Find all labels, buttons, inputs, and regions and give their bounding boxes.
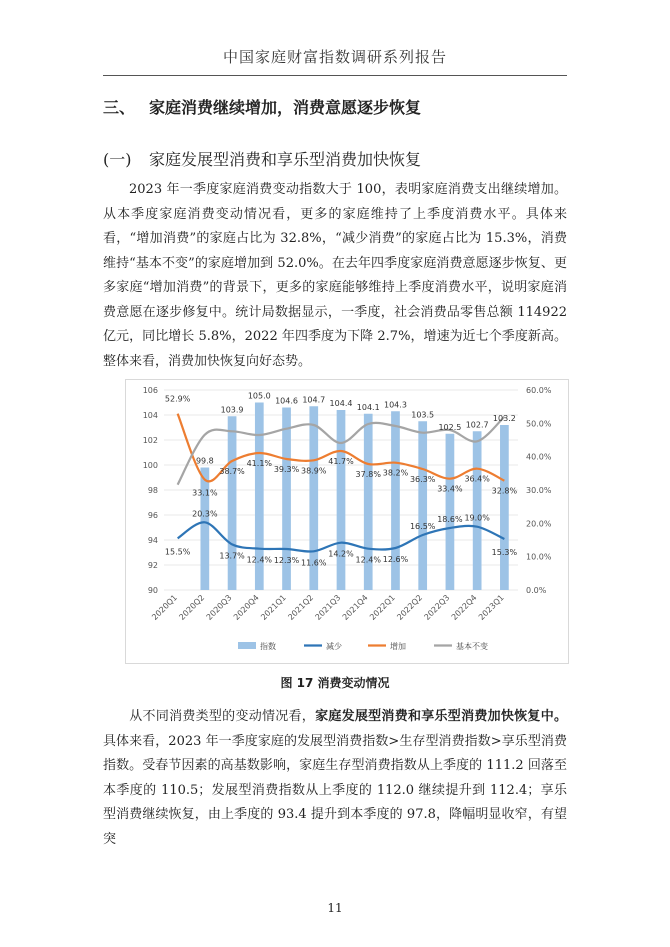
legend-label: 基本不变 [456,642,488,651]
paragraph-2-bold: 家庭发展型消费和享乐型消费加快恢复中。 [315,709,567,724]
bar-label: 105.0 [247,391,271,401]
right-axis-tick: 0.0% [526,586,547,595]
chart-svg [126,380,568,663]
category-label: 2020Q2 [177,593,207,622]
legend-label: 减少 [326,642,342,651]
decrease-label: 20.3% [192,509,218,519]
bar-label: 103.9 [220,405,244,415]
category-label: 2021Q3 [313,593,343,622]
category-label: 2020Q1 [150,593,180,622]
left-axis-tick: 104 [142,411,158,420]
decrease-label: 12.4% [246,555,273,565]
right-axis-tick: 50.0% [526,419,552,429]
right-axis-tick: 20.0% [526,519,552,529]
decrease-label: 12.4% [355,555,381,565]
paragraph-2-rest: 具体来看，2023 年一季度家庭的发展型消费指数>生存型消费指数>享乐型消费指数。受春节因素的高基数影响，家庭生存型消费指数从上季度的 111.2 回落至本季度的 110.5；发展型消费指数从上季度的 112.0 继续提升到 112.4；享乐型消费继续恢复，由上季度的 93.4 提升到本季度的 97.8，降幅明显收窄，有望突 [103,733,567,847]
report-header: 中国家庭财富指数调研系列报告 [222,48,447,66]
section-number: 三、 [103,98,136,117]
legend-label: 增加 [390,642,406,651]
category-label: 2021Q1 [259,593,288,622]
bar-label: 104.1 [356,402,380,412]
bar-label: 104.3 [384,400,407,410]
subsection-title: 家庭发展型消费和享乐型消费加快恢复 [149,150,422,169]
right-axis-tick: 40.0% [526,452,552,462]
increase-label: 33.1% [192,488,218,498]
increase-label: 41.7% [328,457,354,466]
paragraph-1-text: 2023 年一季度家庭消费变动指数大于 100，表明家庭消费支出继续增加。从本季度家庭消费变动情况看，更多的家庭维持了上季度消费水平。具体来看，“增加消费”的家庭占比为 32.8%，“减少消费”的家庭占比为 15.3%，消费维持“基本不变”的家庭增加到 52.0%。在去年四季度家庭消费意愿逐步恢复、更多家庭“增加消费”的背景下，更多的家庭能够维持上季度消费水平，说明家庭消费意愿在逐步修复中。统计局数据显示，一季度，社会消费品零售总额 114922 亿元，同比增长 5.8%，2022 年四季度为下降 2.7%，增速为近七个季度新高。整体来看，消费加快恢复向好态势。 [103,182,567,369]
right-axis-tick: 60.0% [526,386,552,395]
decrease-label: 11.6% [301,558,327,568]
left-axis-tick: 90 [147,586,158,595]
section-title: 家庭消费继续增加，消费意愿逐步恢复 [149,98,422,117]
bar-index-2020Q3 [228,416,237,590]
decrease-label: 18.6% [437,515,463,524]
right-axis-tick: 30.0% [526,486,552,495]
left-axis-tick: 102 [142,436,158,445]
decrease-label: 15.5% [164,547,191,557]
decrease-label: 13.7% [219,551,245,561]
bar-index-2022Q4 [473,431,482,590]
increase-label: 33.4% [437,484,463,494]
bar-index-2021Q3 [337,410,346,590]
bar-label: 99.8 [195,456,214,466]
bar-label: 104.4 [329,399,353,408]
bar-label: 102.5 [438,422,462,432]
increase-label: 32.8% [491,486,518,496]
decrease-label: 19.0% [464,513,490,523]
increase-label: 38.9% [301,466,327,476]
decrease-label: 16.5% [409,522,436,531]
category-label: 2020Q4 [231,593,261,622]
increase-label: 38.7% [219,467,245,476]
bar-label: 103.2 [492,414,516,423]
legend-label: 指数 [260,642,276,651]
paragraph-2 [103,705,567,852]
header-rule [103,75,567,76]
category-label: 2022Q2 [395,593,425,622]
category-label: 2022Q1 [368,593,397,622]
left-axis-tick: 94 [147,536,158,545]
bar-index-2023Q1 [500,425,509,590]
decrease-label: 14.2% [328,549,354,559]
increase-label: 36.3% [409,475,436,484]
bar-index-2022Q2 [418,421,427,590]
decrease-label: 12.3% [273,556,300,565]
increase-label: 39.3% [273,465,300,474]
figure-caption: 图 17 消费变动情况 [280,676,390,690]
paragraph-1 [103,178,567,374]
category-label: 2022Q4 [449,593,479,622]
category-label: 2020Q3 [204,593,234,622]
bar-label: 102.7 [465,420,489,430]
decrease-label: 12.6% [382,555,409,564]
page-number: 11 [327,901,343,915]
increase-label: 41.1% [246,459,273,468]
category-label: 2021Q4 [340,593,370,622]
bar-label: 104.6 [275,396,298,406]
category-label: 2023Q1 [476,593,506,622]
left-axis-tick: 106 [142,386,158,395]
left-axis-tick: 96 [147,511,158,520]
right-axis-tick: 10.0% [526,552,552,562]
consumption-change-chart [125,379,569,664]
left-axis-tick: 100 [142,461,158,470]
left-axis-tick: 92 [147,561,158,570]
left-axis-tick: 98 [147,486,158,495]
decrease-label: 15.3% [491,548,518,557]
increase-label: 38.2% [382,468,409,478]
bar-label: 104.7 [302,395,326,405]
bar-index-2020Q2 [200,468,209,591]
bar-label: 103.5 [411,410,435,420]
category-label: 2021Q2 [286,593,316,622]
paragraph-2-lead: 从不同消费类型的变动情况看， [129,709,316,724]
subsection-number: (一) [103,150,132,169]
bar-index-2022Q3 [446,434,455,590]
category-label: 2022Q3 [422,593,452,622]
subsection-heading [103,147,421,170]
increase-label: 36.4% [464,474,490,484]
increase-label: 52.9% [164,394,191,404]
legend-swatch-index [238,642,256,649]
section-heading [103,95,421,118]
increase-label: 37.8% [355,470,381,479]
